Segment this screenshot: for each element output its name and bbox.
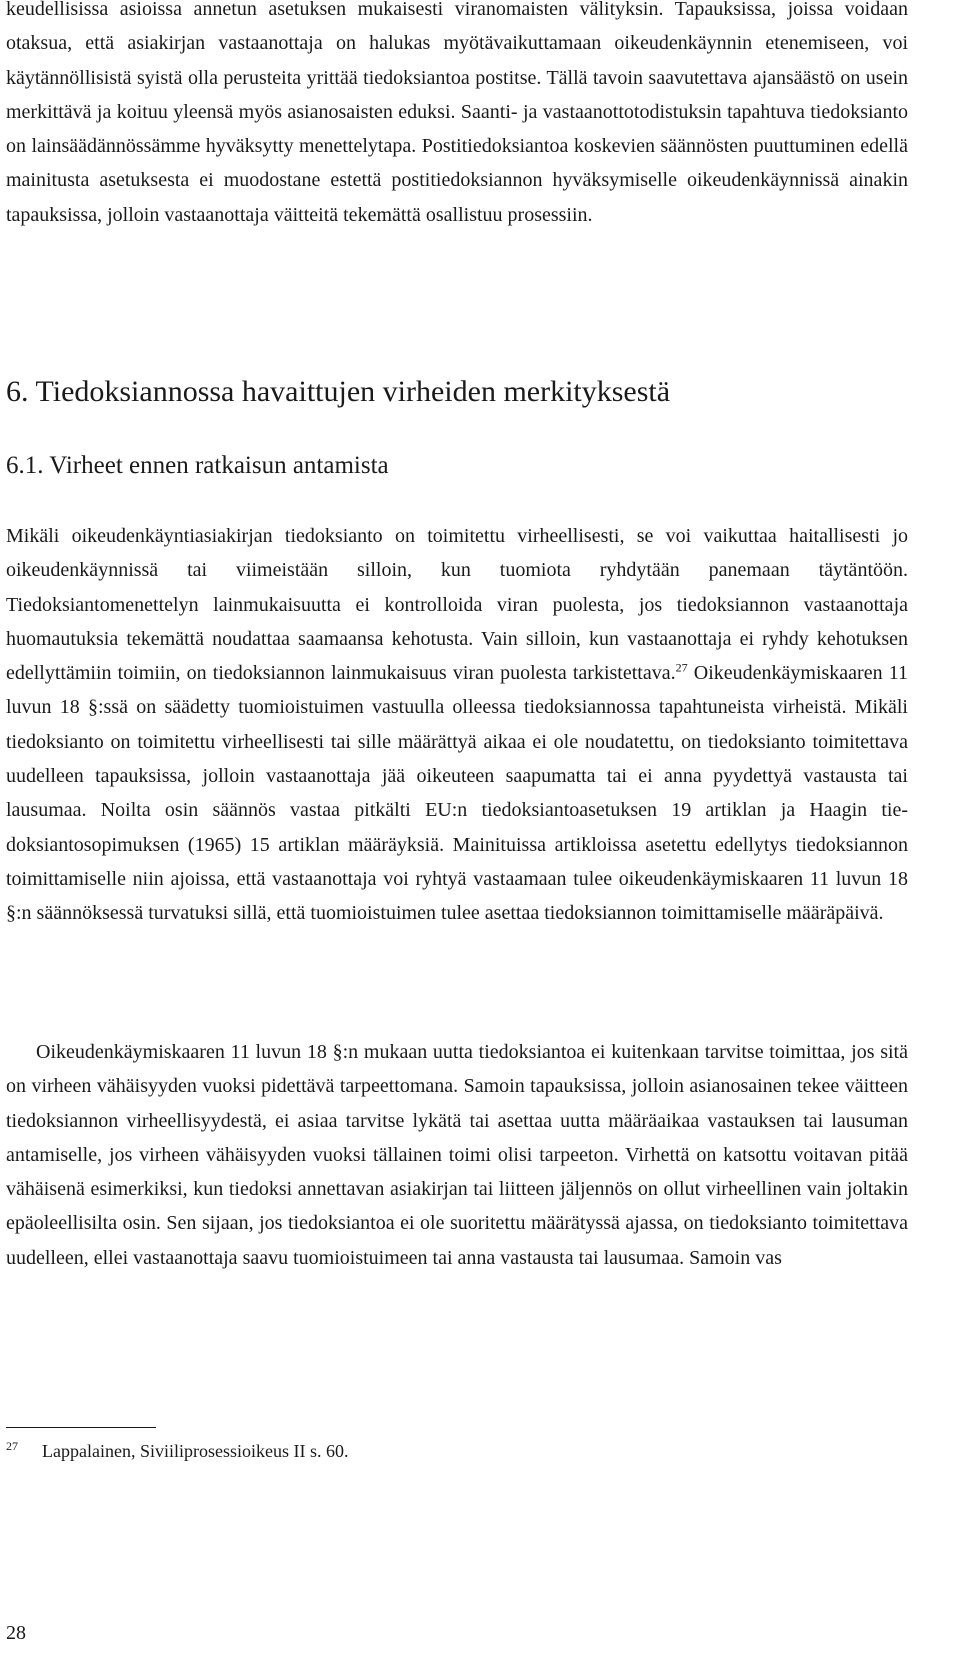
footnote: 27 Lappalainen, Siviiliprosessioikeus II s. 60. [6,1439,349,1461]
body-paragraph-2-end: Oikeudenkäymiskaaren 11 luvun 18 §:ssä on säädetty tuomioistuimen vastuulla olleessa tiedoksiannossa tapahtuneista virheistä. Mikäli tiedoksianto on toimitettu virheellisesti tai sille määrättyä aikaa ei ole noudatettu, on tiedoksianto toimitettava uudelleen tapauksissa, jolloin vastaanottaja jää oikeuteen saapumatta tai ei anna pyydettyä vastausta tai lausumaa. Noilta osin säännös vastaa pitkälti EU:n tiedoksiantoasetuksen 19 artiklan ja Haagin tiedoksiantosopimuksen (1965) 15 artiklan määräyksiä. Mainituissa artikloissa asetettu edellytys tiedoksiannon toimittamiselle niin ajoissa, että vastaanottaja voi ryhtyä vastaamaan tulee oikeudenkäymiskaaren 11 luvun 18 §:n säännöksessä turvatuksi sillä, että tuomioistuimen tulee asettaa tiedoksiannon toimittamiselle määräpäivä. [6,662,909,925]
page-number: 28 [6,1622,26,1644]
body-paragraph-2-start: Mikäli oikeudenkäyntiasiakirjan tiedoksianto on toimitettu virheellisesti, se voi vaikuttaa haitallisesti jo oikeudenkäynnissä tai viimeistään silloin, kun tuomiota ryhdytään panemaan täytäntöön. Tiedoksiantomenettelyn lainmukaisuutta ei kontrolloida viran puolesta, jos tiedoksiannon vastaanottaja huomautuksia tekemättä noudattaa saamaansa kehotusta. Vain silloin, kun vastaanottaja ei ryhdy kehotuksen edellyttämiin toimiin, on tiedoksiannon lainmukaisuus viran puolesta tarkistettava. [6,525,908,685]
footnote-divider [6,1427,156,1428]
body-paragraph-2 [6,519,908,931]
body-paragraph-1: keudellisissa asioissa annetun asetuksen mukaisesti viranomaisten välityksin. Tapauksissa, joissa voidaan otaksua, että asiakirjan vastaanottaja on halukas myötävaikuttamaan oikeudenkäynnin etenemiseen, voi käytännöllisistä syistä olla perusteita yrittää tiedoksiantoa postitse. Tällä tavoin saavutettava ajansäästö on usein merkittävä ja koituu yleensä myös asianosaisten eduksi. Saanti- ja vastaanottotodistuksin tapahtuva tiedoksianto on lainsäädännössämme hyväksytty menettelytapa. Postitiedoksiantoa koskevien säännösten puuttuminen edellä mainitusta asetuksesta ei muodostane estettä postitiedoksiannon hyväksymiselle oikeudenkäynnissä ainakin tapauksissa, jolloin vastaanottaja väitteitä tekemättä osallistuu prosessiin. [6,0,908,226]
footnote-reference: 27 [675,660,688,675]
body-paragraph-3: Oikeudenkäymiskaaren 11 luvun 18 §:n mukaan uutta tiedoksiantoa ei kuitenkaan tarvitse toimittaa, jos sitä on virheen vähäisyyden vuoksi pidettävä tarpeettomana. Samoin tapauksissa, jolloin asianosainen tekee väitteen tiedoksiannon virheellisyydestä, ei asiaa tarvitse lykätä tai asettaa uutta määräaikaa vastauksen tai lausuman antamiselle, jos virheen vähäisyyden vuoksi tällainen toimi olisi tarpeeton. Virhettä on katsottu voitavan pitää vähäisenä esimerkiksi, kun tiedoksi annettavan asiakirjan tai liitteen jäljennös on ollut virheellinen vain joltakin epäoleellisilta osin. Sen sijaan, jos tiedoksiantoa ei ole suoritettu määrätyssä ajassa, on tiedoksianto toimitettava uudelleen, ellei vastaanottaja saavu tuomioistuimeen tai anna vastausta tai lausumaa. Samoin vas [6,1041,908,1269]
footnote-text: Lappalainen, Siviiliprosessioikeus II s. 60. [42,1441,349,1461]
section-heading: 6. Tiedoksiannossa havaittujen virheiden merkityksestä [6,375,671,408]
subsection-heading: 6.1. Virheet ennen ratkaisun antamista [6,452,389,479]
